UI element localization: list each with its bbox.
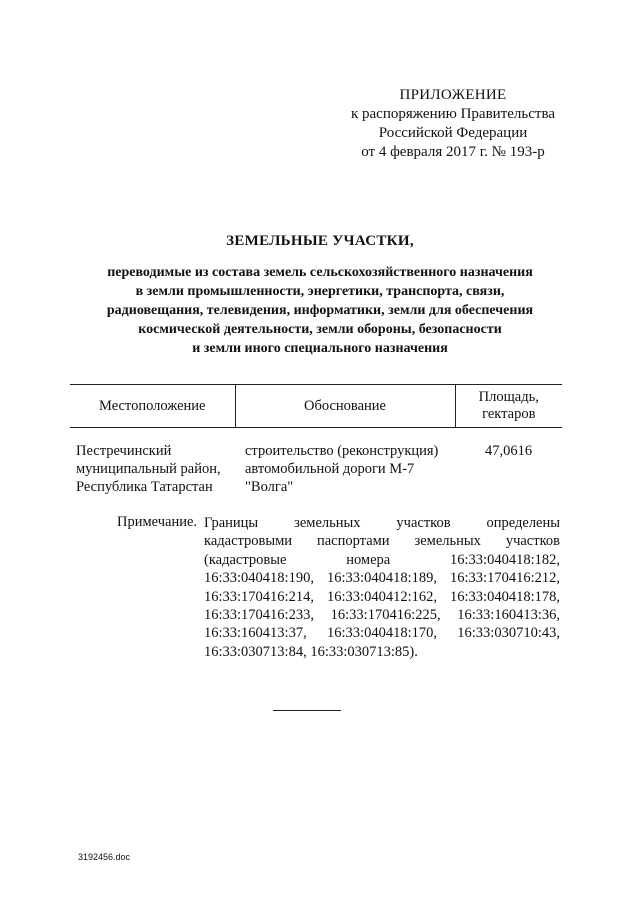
cadastral-number: 16:33:040418:189, (327, 570, 437, 587)
table-row (70, 428, 562, 497)
cadastral-number: 16:33:160413:37, (204, 625, 307, 642)
note-line (204, 514, 560, 532)
note-word: определены (486, 515, 560, 531)
note-line-last: 16:33:030713:84, 16:33:030713:85). (204, 643, 418, 660)
location-line: Республика Татарстан (76, 479, 213, 495)
cell-area: 47,0616 (484, 443, 533, 459)
document-subtitle (60, 263, 580, 358)
end-rule (273, 710, 341, 711)
header-location: Местоположение (70, 385, 235, 428)
cadastral-number: 16:33:170416:225, (330, 607, 441, 624)
appendix-line-1: к распоряжению Правительства (350, 106, 555, 122)
basis-line: строительство (реконструкция) (245, 443, 439, 459)
header-basis: Обоснование (235, 385, 455, 428)
cell-location (70, 428, 235, 497)
subtitle-line: космической деятельности, земли обороны, безопасности (138, 322, 502, 337)
note-line (204, 606, 560, 624)
cadastral-number: 16:33:040418:190, (204, 570, 314, 587)
location-line: муниципальный район, (76, 461, 221, 477)
cadastral-number: 16:33:160413:36, (457, 607, 560, 624)
note-line (204, 588, 560, 606)
note-line (204, 569, 560, 587)
note-word: паспортами (316, 533, 390, 550)
document-title: ЗЕМЕЛЬНЫЕ УЧАСТКИ, (226, 233, 414, 249)
subtitle-line: и земли иного специального назначения (192, 341, 448, 356)
note-word: (кадастровые (204, 551, 287, 568)
note-word: кадастровыми (204, 533, 293, 550)
appendix-line-2: Российской Федерации (378, 125, 528, 141)
cadastral-number: 16:33:030710:43, (457, 625, 560, 642)
note-line (204, 624, 560, 642)
basis-line: автомобильной дороги М-7 (245, 461, 415, 477)
note-word: номера (346, 551, 391, 568)
header-area-line-2: гектаров (482, 406, 536, 422)
header-area-line-1: Площадь, (478, 389, 539, 405)
cadastral-number: 16:33:040418:170, (327, 625, 437, 642)
appendix-header (340, 86, 566, 162)
note-line (204, 532, 560, 550)
appendix-title: ПРИЛОЖЕНИЕ (399, 87, 507, 103)
note-word: земельных (294, 515, 361, 531)
subtitle-line: в земли промышленности, энергетики, транспорта, связи, (135, 284, 505, 299)
header-area (455, 385, 562, 428)
note-text (204, 514, 560, 661)
note-label: Примечание. (117, 514, 198, 530)
note-word: 16:33:040418:182, (450, 551, 560, 568)
note-word: земельных (414, 533, 481, 550)
appendix-line-3: от 4 февраля 2017 г. № 193-р (361, 144, 545, 160)
subtitle-line: переводимые из состава земель сельскохозяйственного назначения (107, 265, 533, 280)
note-word: участков (505, 533, 560, 550)
land-plots-table (70, 384, 562, 496)
note-line (204, 551, 560, 569)
note-word: участков (396, 515, 451, 531)
note-word: Границы (204, 515, 259, 531)
cadastral-number: 16:33:040412:162, (327, 588, 437, 605)
location-line: Пестречинский (76, 443, 172, 459)
table-header-row (70, 385, 562, 428)
cell-basis (235, 428, 455, 497)
cadastral-number: 16:33:170416:212, (450, 570, 560, 587)
cadastral-number: 16:33:040418:178, (450, 588, 560, 605)
footer-filename: 3192456.doc (78, 852, 131, 862)
cadastral-number: 16:33:170416:214, (204, 588, 314, 605)
basis-line: "Волга" (245, 479, 294, 495)
cadastral-number: 16:33:170416:233, (204, 607, 314, 624)
subtitle-line: радиовещания, телевидения, информатики, земли для обеспечения (106, 303, 534, 318)
